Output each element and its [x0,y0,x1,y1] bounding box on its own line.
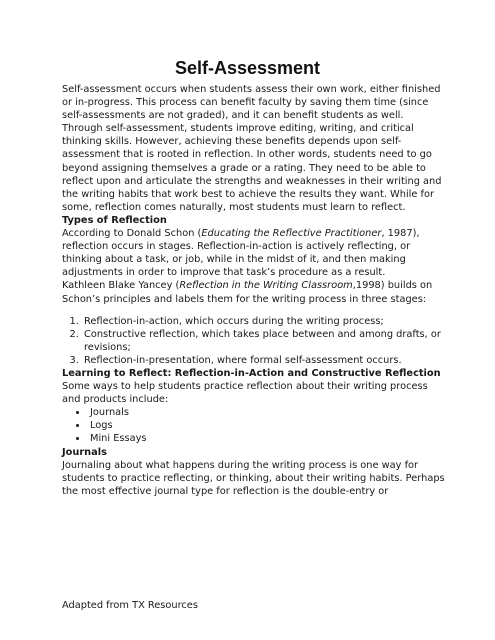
ways-paragraph: Some ways to help students practice reflection about their writing process and products include: [62,381,428,406]
list-item: • Mini Essays [88,432,447,445]
yancey-paragraph [62,279,447,305]
page-title: Self-Assessment [174,58,321,78]
schon-paragraph [62,227,447,279]
journals-paragraph: Journaling about what happens during the writing process is one way for students to practice reflecting, or thinking, about their writing habits. Perhaps the most effective journal type for reflection is the double-entry or [62,459,445,497]
intro-paragraph: Self-assessment occurs when students assess their own work, either finished or in-progress. This process can benefit faculty by saving them time (since self-assessments are not graded), and it can benefit students as well. Through self-assessment, students improve editing, writing, and critical thinking skills. However, achieving these benefits depends upon self-assessment that is rooted in reflection. In other words, students need to go beyond assigning themselves a grade or a rating. They need to be able to reflect upon and articulate the strengths and weaknesses in their writing and the writing habits that work best to achieve the results they want. While for some, reflection comes naturally, most students must learn to reflect. [62,84,442,213]
reflection-stages-list [62,315,447,367]
yancey-text-pre: Kathleen Blake Yancey ( [62,280,180,292]
list-item: 1. Reflection-in-action, which occurs during the writing process; [82,315,447,328]
list-item: • Journals [88,406,447,419]
schon-text-pre: According to Donald Schon ( [62,228,202,240]
list-item: 3. Reflection-in-presentation, where formal self-assessment occurs. [82,354,447,367]
schon-text-post: , 1987), reflection occurs in stages. Reflection-in-action is actively reflecting, or thinking about a task, or job, while in the midst of it, and then making adjustments in order to improve that task’s procedure as a result. [62,228,420,279]
page-footer: Adapted from TX Resources [62,600,198,611]
types-of-reflection-heading: Types of Reflection [62,214,167,226]
list-item: • Logs [88,419,447,432]
document-body [62,83,447,498]
learning-to-reflect-heading: Learning to Reflect: Reflection-in-Action and Constructive Reflection [62,367,441,379]
journals-heading: Journals [62,446,107,458]
yancey-text-post: ,1998) builds on Schon’s principles and labels them for the writing process in three stages: [62,280,433,305]
list-item: 2. Constructive reflection, which takes place between and among drafts, or revisions; [82,328,447,354]
reflection-tools-list [62,406,447,445]
yancey-work-title: Reflection in the Writing Classroom [179,280,353,292]
schon-work-title: Educating the Reflective Practitioner [201,228,382,240]
